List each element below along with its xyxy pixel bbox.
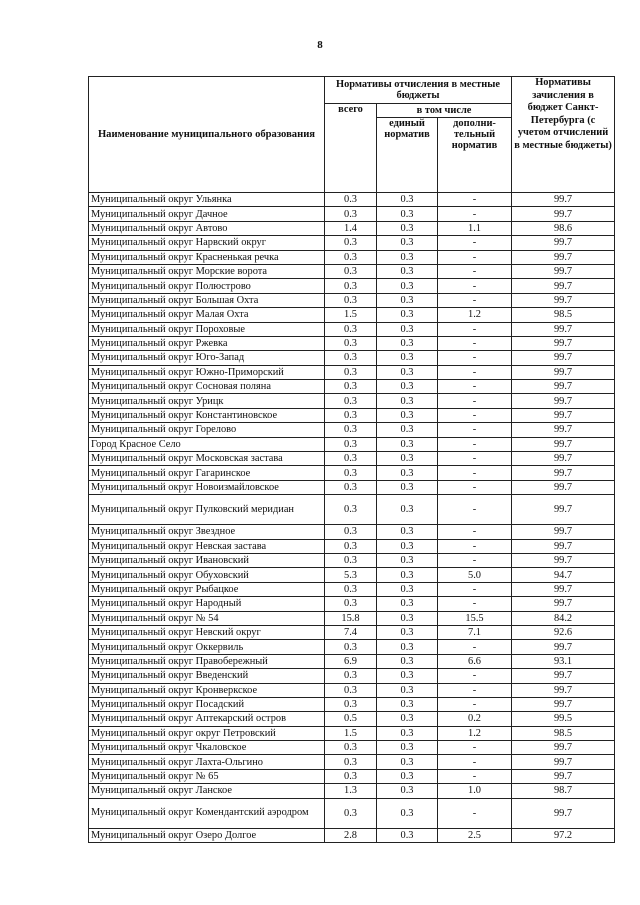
cell-city: 99.7: [512, 322, 615, 336]
cell-name: Муниципальный округ Посадский: [89, 697, 325, 711]
cell-additional: -: [438, 394, 512, 408]
cell-city: 99.7: [512, 207, 615, 221]
cell-name: Муниципальный округ Юго-Запад: [89, 351, 325, 365]
cell-additional: 15.5: [438, 611, 512, 625]
table-row: [89, 365, 615, 379]
cell-name: Муниципальный округ Большая Охта: [89, 293, 325, 307]
cell-name: Муниципальный округ № 65: [89, 769, 325, 783]
table-row: [89, 828, 615, 842]
cell-name: Муниципальный округ Полюстрово: [89, 279, 325, 293]
cell-unified: 0.3: [377, 394, 438, 408]
cell-total: 1.5: [325, 308, 377, 322]
cell-total: 0.3: [325, 495, 377, 525]
cell-additional: 1.2: [438, 726, 512, 740]
cell-unified: 0.3: [377, 437, 438, 451]
cell-city: 99.7: [512, 437, 615, 451]
cell-additional: -: [438, 250, 512, 264]
cell-city: 99.7: [512, 669, 615, 683]
cell-total: 1.4: [325, 221, 377, 235]
table-row: [89, 437, 615, 451]
cell-additional: 1.2: [438, 308, 512, 322]
cell-total: 0.3: [325, 365, 377, 379]
cell-name: Муниципальный округ Морские ворота: [89, 264, 325, 278]
cell-total: 2.8: [325, 828, 377, 842]
cell-unified: 0.3: [377, 250, 438, 264]
table-row: [89, 669, 615, 683]
cell-total: 0.3: [325, 279, 377, 293]
cell-unified: 0.3: [377, 683, 438, 697]
table-row: [89, 525, 615, 539]
cell-total: 0.5: [325, 712, 377, 726]
cell-city: 99.5: [512, 712, 615, 726]
cell-name: Муниципальный округ Чкаловское: [89, 741, 325, 755]
header-including: в том числе: [377, 104, 512, 118]
header-additional: дополни-тельный норматив: [438, 118, 512, 193]
cell-total: 1.5: [325, 726, 377, 740]
table-body: [89, 193, 615, 843]
cell-additional: -: [438, 640, 512, 654]
cell-total: 0.3: [325, 336, 377, 350]
header-name: Наименование муниципального образования: [89, 77, 325, 193]
cell-additional: 7.1: [438, 625, 512, 639]
cell-total: 0.3: [325, 553, 377, 567]
cell-city: 97.2: [512, 828, 615, 842]
cell-name: Муниципальный округ Ивановский: [89, 553, 325, 567]
cell-additional: -: [438, 798, 512, 828]
cell-unified: 0.3: [377, 365, 438, 379]
cell-name: Муниципальный округ Невский округ: [89, 625, 325, 639]
table-row: [89, 495, 615, 525]
cell-city: 99.7: [512, 495, 615, 525]
cell-name: Муниципальный округ Рыбацкое: [89, 582, 325, 596]
cell-total: 0.3: [325, 741, 377, 755]
table-row: [89, 380, 615, 394]
cell-total: 0.3: [325, 236, 377, 250]
cell-city: 99.7: [512, 394, 615, 408]
cell-name: Муниципальный округ Нарвский округ: [89, 236, 325, 250]
cell-additional: -: [438, 539, 512, 553]
table-row: [89, 207, 615, 221]
header-unified: единый норматив: [377, 118, 438, 193]
cell-city: 99.7: [512, 480, 615, 494]
cell-city: 99.7: [512, 279, 615, 293]
table-row: [89, 351, 615, 365]
table-row: [89, 769, 615, 783]
table-row: [89, 308, 615, 322]
cell-name: Муниципальный округ Пороховые: [89, 322, 325, 336]
cell-total: 0.3: [325, 351, 377, 365]
table-row: [89, 293, 615, 307]
table-row: [89, 423, 615, 437]
cell-name: Муниципальный округ Московская застава: [89, 452, 325, 466]
table-row: [89, 408, 615, 422]
cell-unified: 0.3: [377, 611, 438, 625]
cell-additional: -: [438, 741, 512, 755]
cell-city: 99.7: [512, 264, 615, 278]
cell-total: 0.3: [325, 683, 377, 697]
cell-additional: 2.5: [438, 828, 512, 842]
table-row: [89, 553, 615, 567]
table-row: [89, 726, 615, 740]
table-row: [89, 221, 615, 235]
table-row: [89, 279, 615, 293]
cell-total: 0.3: [325, 525, 377, 539]
table-row: [89, 611, 615, 625]
cell-total: 0.3: [325, 582, 377, 596]
cell-additional: -: [438, 264, 512, 278]
cell-additional: -: [438, 322, 512, 336]
header-local-budget-group: Нормативы отчисления в местные бюджеты: [325, 77, 512, 104]
cell-unified: 0.3: [377, 726, 438, 740]
cell-total: 0.3: [325, 480, 377, 494]
table-row: [89, 784, 615, 798]
cell-unified: 0.3: [377, 380, 438, 394]
cell-city: 84.2: [512, 611, 615, 625]
cell-name: Муниципальный округ Автово: [89, 221, 325, 235]
cell-additional: -: [438, 193, 512, 207]
cell-unified: 0.3: [377, 480, 438, 494]
cell-additional: -: [438, 582, 512, 596]
cell-unified: 0.3: [377, 539, 438, 553]
table-row: [89, 193, 615, 207]
cell-name: Муниципальный округ Дачное: [89, 207, 325, 221]
cell-unified: 0.3: [377, 221, 438, 235]
cell-unified: 0.3: [377, 582, 438, 596]
cell-additional: -: [438, 293, 512, 307]
cell-name: Муниципальный округ Ланское: [89, 784, 325, 798]
cell-unified: 0.3: [377, 207, 438, 221]
cell-additional: -: [438, 207, 512, 221]
cell-unified: 0.3: [377, 669, 438, 683]
cell-unified: 0.3: [377, 351, 438, 365]
cell-city: 99.7: [512, 640, 615, 654]
cell-total: 0.3: [325, 437, 377, 451]
cell-unified: 0.3: [377, 640, 438, 654]
table-row: [89, 250, 615, 264]
cell-city: 99.7: [512, 741, 615, 755]
cell-unified: 0.3: [377, 322, 438, 336]
cell-city: 92.6: [512, 625, 615, 639]
cell-total: 0.3: [325, 250, 377, 264]
cell-additional: -: [438, 669, 512, 683]
cell-total: 0.3: [325, 539, 377, 553]
cell-unified: 0.3: [377, 828, 438, 842]
cell-city: 99.7: [512, 798, 615, 828]
cell-unified: 0.3: [377, 625, 438, 639]
cell-total: 0.3: [325, 640, 377, 654]
cell-additional: 5.0: [438, 568, 512, 582]
cell-additional: -: [438, 597, 512, 611]
cell-city: 99.7: [512, 452, 615, 466]
cell-name: Муниципальный округ Малая Охта: [89, 308, 325, 322]
cell-city: 99.7: [512, 769, 615, 783]
normatives-table: [88, 76, 615, 843]
cell-city: 99.7: [512, 553, 615, 567]
cell-total: 0.3: [325, 798, 377, 828]
cell-total: 0.3: [325, 597, 377, 611]
cell-unified: 0.3: [377, 236, 438, 250]
page-number: 8: [317, 39, 323, 51]
cell-unified: 0.3: [377, 264, 438, 278]
cell-city: 99.7: [512, 755, 615, 769]
cell-name: Муниципальный округ округ Петровский: [89, 726, 325, 740]
cell-city: 98.5: [512, 726, 615, 740]
cell-city: 99.7: [512, 336, 615, 350]
cell-city: 99.7: [512, 293, 615, 307]
cell-unified: 0.3: [377, 293, 438, 307]
table-row: [89, 582, 615, 596]
table-row: [89, 452, 615, 466]
cell-total: 5.3: [325, 568, 377, 582]
cell-unified: 0.3: [377, 308, 438, 322]
cell-additional: -: [438, 279, 512, 293]
cell-total: 1.3: [325, 784, 377, 798]
cell-total: 0.3: [325, 669, 377, 683]
cell-city: 99.7: [512, 683, 615, 697]
table-row: [89, 322, 615, 336]
table-row: [89, 798, 615, 828]
cell-unified: 0.3: [377, 697, 438, 711]
table-row: [89, 236, 615, 250]
cell-unified: 0.3: [377, 336, 438, 350]
cell-additional: -: [438, 495, 512, 525]
cell-additional: -: [438, 755, 512, 769]
cell-total: 0.3: [325, 769, 377, 783]
cell-city: 99.7: [512, 250, 615, 264]
cell-name: Муниципальный округ Новоизмайловское: [89, 480, 325, 494]
cell-name: Город Красное Село: [89, 437, 325, 451]
cell-additional: 1.1: [438, 221, 512, 235]
table-row: [89, 568, 615, 582]
cell-total: 0.3: [325, 264, 377, 278]
cell-unified: 0.3: [377, 784, 438, 798]
cell-total: 6.9: [325, 654, 377, 668]
cell-city: 99.7: [512, 193, 615, 207]
table-header: [89, 77, 615, 193]
cell-unified: 0.3: [377, 466, 438, 480]
cell-total: 0.3: [325, 207, 377, 221]
cell-unified: 0.3: [377, 193, 438, 207]
cell-unified: 0.3: [377, 553, 438, 567]
cell-name: Муниципальный округ Южно-Приморский: [89, 365, 325, 379]
cell-unified: 0.3: [377, 741, 438, 755]
cell-name: Муниципальный округ Комендантский аэродром: [89, 798, 325, 828]
cell-additional: 6.6: [438, 654, 512, 668]
cell-name: Муниципальный округ Введенский: [89, 669, 325, 683]
cell-unified: 0.3: [377, 525, 438, 539]
cell-city: 98.7: [512, 784, 615, 798]
cell-total: 0.3: [325, 408, 377, 422]
cell-unified: 0.3: [377, 712, 438, 726]
cell-total: 0.3: [325, 193, 377, 207]
cell-city: 99.7: [512, 236, 615, 250]
cell-name: Муниципальный округ Пулковский меридиан: [89, 495, 325, 525]
cell-name: Муниципальный округ Обуховский: [89, 568, 325, 582]
cell-total: 0.3: [325, 423, 377, 437]
cell-name: Муниципальный округ Константиновское: [89, 408, 325, 422]
cell-city: 98.6: [512, 221, 615, 235]
cell-additional: 1.0: [438, 784, 512, 798]
cell-unified: 0.3: [377, 408, 438, 422]
cell-total: 0.3: [325, 394, 377, 408]
cell-city: 99.7: [512, 697, 615, 711]
cell-unified: 0.3: [377, 279, 438, 293]
cell-additional: 0.2: [438, 712, 512, 726]
cell-city: 99.7: [512, 466, 615, 480]
cell-name: Муниципальный округ Красненькая речка: [89, 250, 325, 264]
cell-city: 99.7: [512, 351, 615, 365]
cell-total: 15.8: [325, 611, 377, 625]
table-row: [89, 697, 615, 711]
cell-name: Муниципальный округ Сосновая поляна: [89, 380, 325, 394]
cell-name: Муниципальный округ Ржевка: [89, 336, 325, 350]
cell-additional: -: [438, 408, 512, 422]
cell-unified: 0.3: [377, 452, 438, 466]
cell-city: 99.7: [512, 525, 615, 539]
cell-additional: -: [438, 365, 512, 379]
cell-city: 99.7: [512, 365, 615, 379]
cell-unified: 0.3: [377, 769, 438, 783]
cell-additional: -: [438, 351, 512, 365]
cell-total: 7.4: [325, 625, 377, 639]
cell-additional: -: [438, 525, 512, 539]
table-row: [89, 654, 615, 668]
table-row: [89, 741, 615, 755]
cell-name: Муниципальный округ Ульянка: [89, 193, 325, 207]
table-row: [89, 597, 615, 611]
cell-additional: -: [438, 697, 512, 711]
cell-name: Муниципальный округ Кронверкское: [89, 683, 325, 697]
table-row: [89, 539, 615, 553]
cell-name: Муниципальный округ Аптекарский остров: [89, 712, 325, 726]
table-row: [89, 755, 615, 769]
cell-city: 99.7: [512, 582, 615, 596]
cell-additional: -: [438, 683, 512, 697]
table-row: [89, 683, 615, 697]
cell-unified: 0.3: [377, 755, 438, 769]
cell-name: Муниципальный округ Горелово: [89, 423, 325, 437]
cell-name: Муниципальный округ Оккервиль: [89, 640, 325, 654]
cell-name: Муниципальный округ Народный: [89, 597, 325, 611]
cell-unified: 0.3: [377, 654, 438, 668]
table-row: [89, 640, 615, 654]
cell-city: 99.7: [512, 423, 615, 437]
cell-unified: 0.3: [377, 798, 438, 828]
header-total: всего: [325, 104, 377, 193]
cell-unified: 0.3: [377, 495, 438, 525]
cell-total: 0.3: [325, 322, 377, 336]
cell-total: 0.3: [325, 755, 377, 769]
cell-city: 94.7: [512, 568, 615, 582]
cell-total: 0.3: [325, 380, 377, 394]
cell-total: 0.3: [325, 466, 377, 480]
header-city-budget: Нормативы зачисления в бюджет Санкт-Петербурга (с учетом отчислений в местные бюджеты): [512, 77, 615, 193]
cell-name: Муниципальный округ Лахта-Ольгино: [89, 755, 325, 769]
cell-name: Муниципальный округ Невская застава: [89, 539, 325, 553]
cell-total: 0.3: [325, 697, 377, 711]
cell-additional: -: [438, 553, 512, 567]
table-row: [89, 466, 615, 480]
cell-unified: 0.3: [377, 597, 438, 611]
cell-city: 98.5: [512, 308, 615, 322]
cell-total: 0.3: [325, 452, 377, 466]
cell-additional: -: [438, 452, 512, 466]
cell-total: 0.3: [325, 293, 377, 307]
cell-unified: 0.3: [377, 423, 438, 437]
cell-city: 99.7: [512, 597, 615, 611]
table-row: [89, 625, 615, 639]
cell-additional: -: [438, 437, 512, 451]
table-row: [89, 394, 615, 408]
cell-additional: -: [438, 466, 512, 480]
cell-additional: -: [438, 236, 512, 250]
cell-city: 93.1: [512, 654, 615, 668]
cell-name: Муниципальный округ Правобережный: [89, 654, 325, 668]
cell-unified: 0.3: [377, 568, 438, 582]
table-row: [89, 712, 615, 726]
table-row: [89, 480, 615, 494]
cell-city: 99.7: [512, 380, 615, 394]
cell-name: Муниципальный округ Урицк: [89, 394, 325, 408]
cell-city: 99.7: [512, 408, 615, 422]
cell-additional: -: [438, 380, 512, 394]
cell-additional: -: [438, 336, 512, 350]
cell-additional: -: [438, 423, 512, 437]
cell-city: 99.7: [512, 539, 615, 553]
cell-additional: -: [438, 480, 512, 494]
cell-additional: -: [438, 769, 512, 783]
table-row: [89, 264, 615, 278]
table-row: [89, 336, 615, 350]
cell-name: Муниципальный округ Озеро Долгое: [89, 828, 325, 842]
cell-name: Муниципальный округ Гагаринское: [89, 466, 325, 480]
cell-name: Муниципальный округ Звездное: [89, 525, 325, 539]
cell-name: Муниципальный округ № 54: [89, 611, 325, 625]
